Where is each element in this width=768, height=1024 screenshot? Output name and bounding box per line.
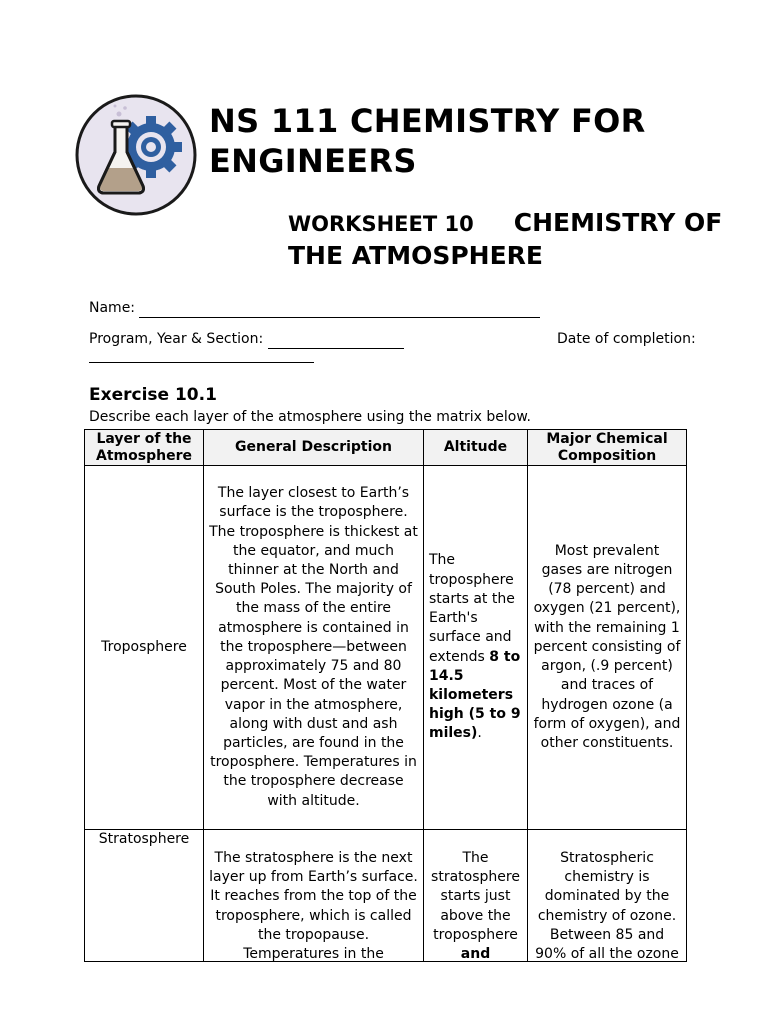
atmosphere-matrix-table [84,429,687,962]
table-header-row [85,430,687,466]
altitude-cell [424,830,528,962]
altitude-end: . [477,725,482,742]
layer-cell [85,830,204,962]
column-header: Altitude [424,430,528,466]
table-row [85,466,687,830]
composition-text: Stratospheric chemistry is dominated by the chemistry of ozone. Between 85 and 90% of all the ozone [535,850,679,961]
exercise-instructions: Describe each layer of the atmosphere using the matrix below. [89,409,531,425]
date-label: Date of completion: [557,331,696,347]
worksheet-title [288,208,728,274]
description-text: The stratosphere is the next layer up from Earth’s surface. It reaches from the top of the troposphere, which is called the tropopause. Temperatures in the [209,850,418,961]
name-input-line[interactable] [139,317,540,318]
altitude-text: The stratosphere starts just above the troposphere [431,850,520,943]
column-header: Major Chemical Composition [528,430,687,466]
column-header: General Description [204,430,424,466]
column-header: Layer of the Atmosphere [85,430,204,466]
exercise-title: Exercise 10.1 [89,385,217,405]
name-label: Name: [89,300,136,316]
altitude-cell [424,466,528,830]
layer-cell: Troposphere [85,466,204,830]
course-logo [75,94,197,216]
description-cell: The layer closest to Earth’s surface is the troposphere. The troposphere is thickest at the equator, and much thinner at the North and South Poles. The majority of the mass of the entire atmosphere is contained in the troposphere—between approximately 75 and 80 percent. Most of the water vapor in the atmosphere, along with dust and ash particles, are found in the troposphere. Temperatures in the troposphere decrease with altitude. [204,466,424,830]
composition-cell: Most prevalent gases are nitrogen (78 percent) and oxygen (21 percent), with the remaining 1 percent consisting of argon, (.9 percent) and traces of hydrogen ozone (a form of oxygen), and other constituents. [528,466,687,830]
flask-gear-icon [75,94,197,216]
altitude-value: 8 to 14.5 kilometers high (5 to 9 miles) [429,648,521,742]
layer-text: Stratosphere [98,831,190,847]
worksheet-topic: CHEMISTRY OF THE ATMOSPHERE [288,208,723,270]
description-cell [204,830,424,962]
course-title: NS 111 CHEMISTRY FOR ENGINEERS [209,102,646,180]
altitude-text: The troposphere starts at the Earth's surface and extends [429,552,515,665]
worksheet-label: WORKSHEET 10 [288,212,474,236]
table-row [85,830,687,962]
program-label: Program, Year & Section: [89,331,264,347]
altitude-content [429,830,522,961]
date-input-line[interactable] [89,342,314,363]
composition-cell [528,830,687,962]
altitude-value: and [460,946,491,961]
name-field [89,298,540,318]
